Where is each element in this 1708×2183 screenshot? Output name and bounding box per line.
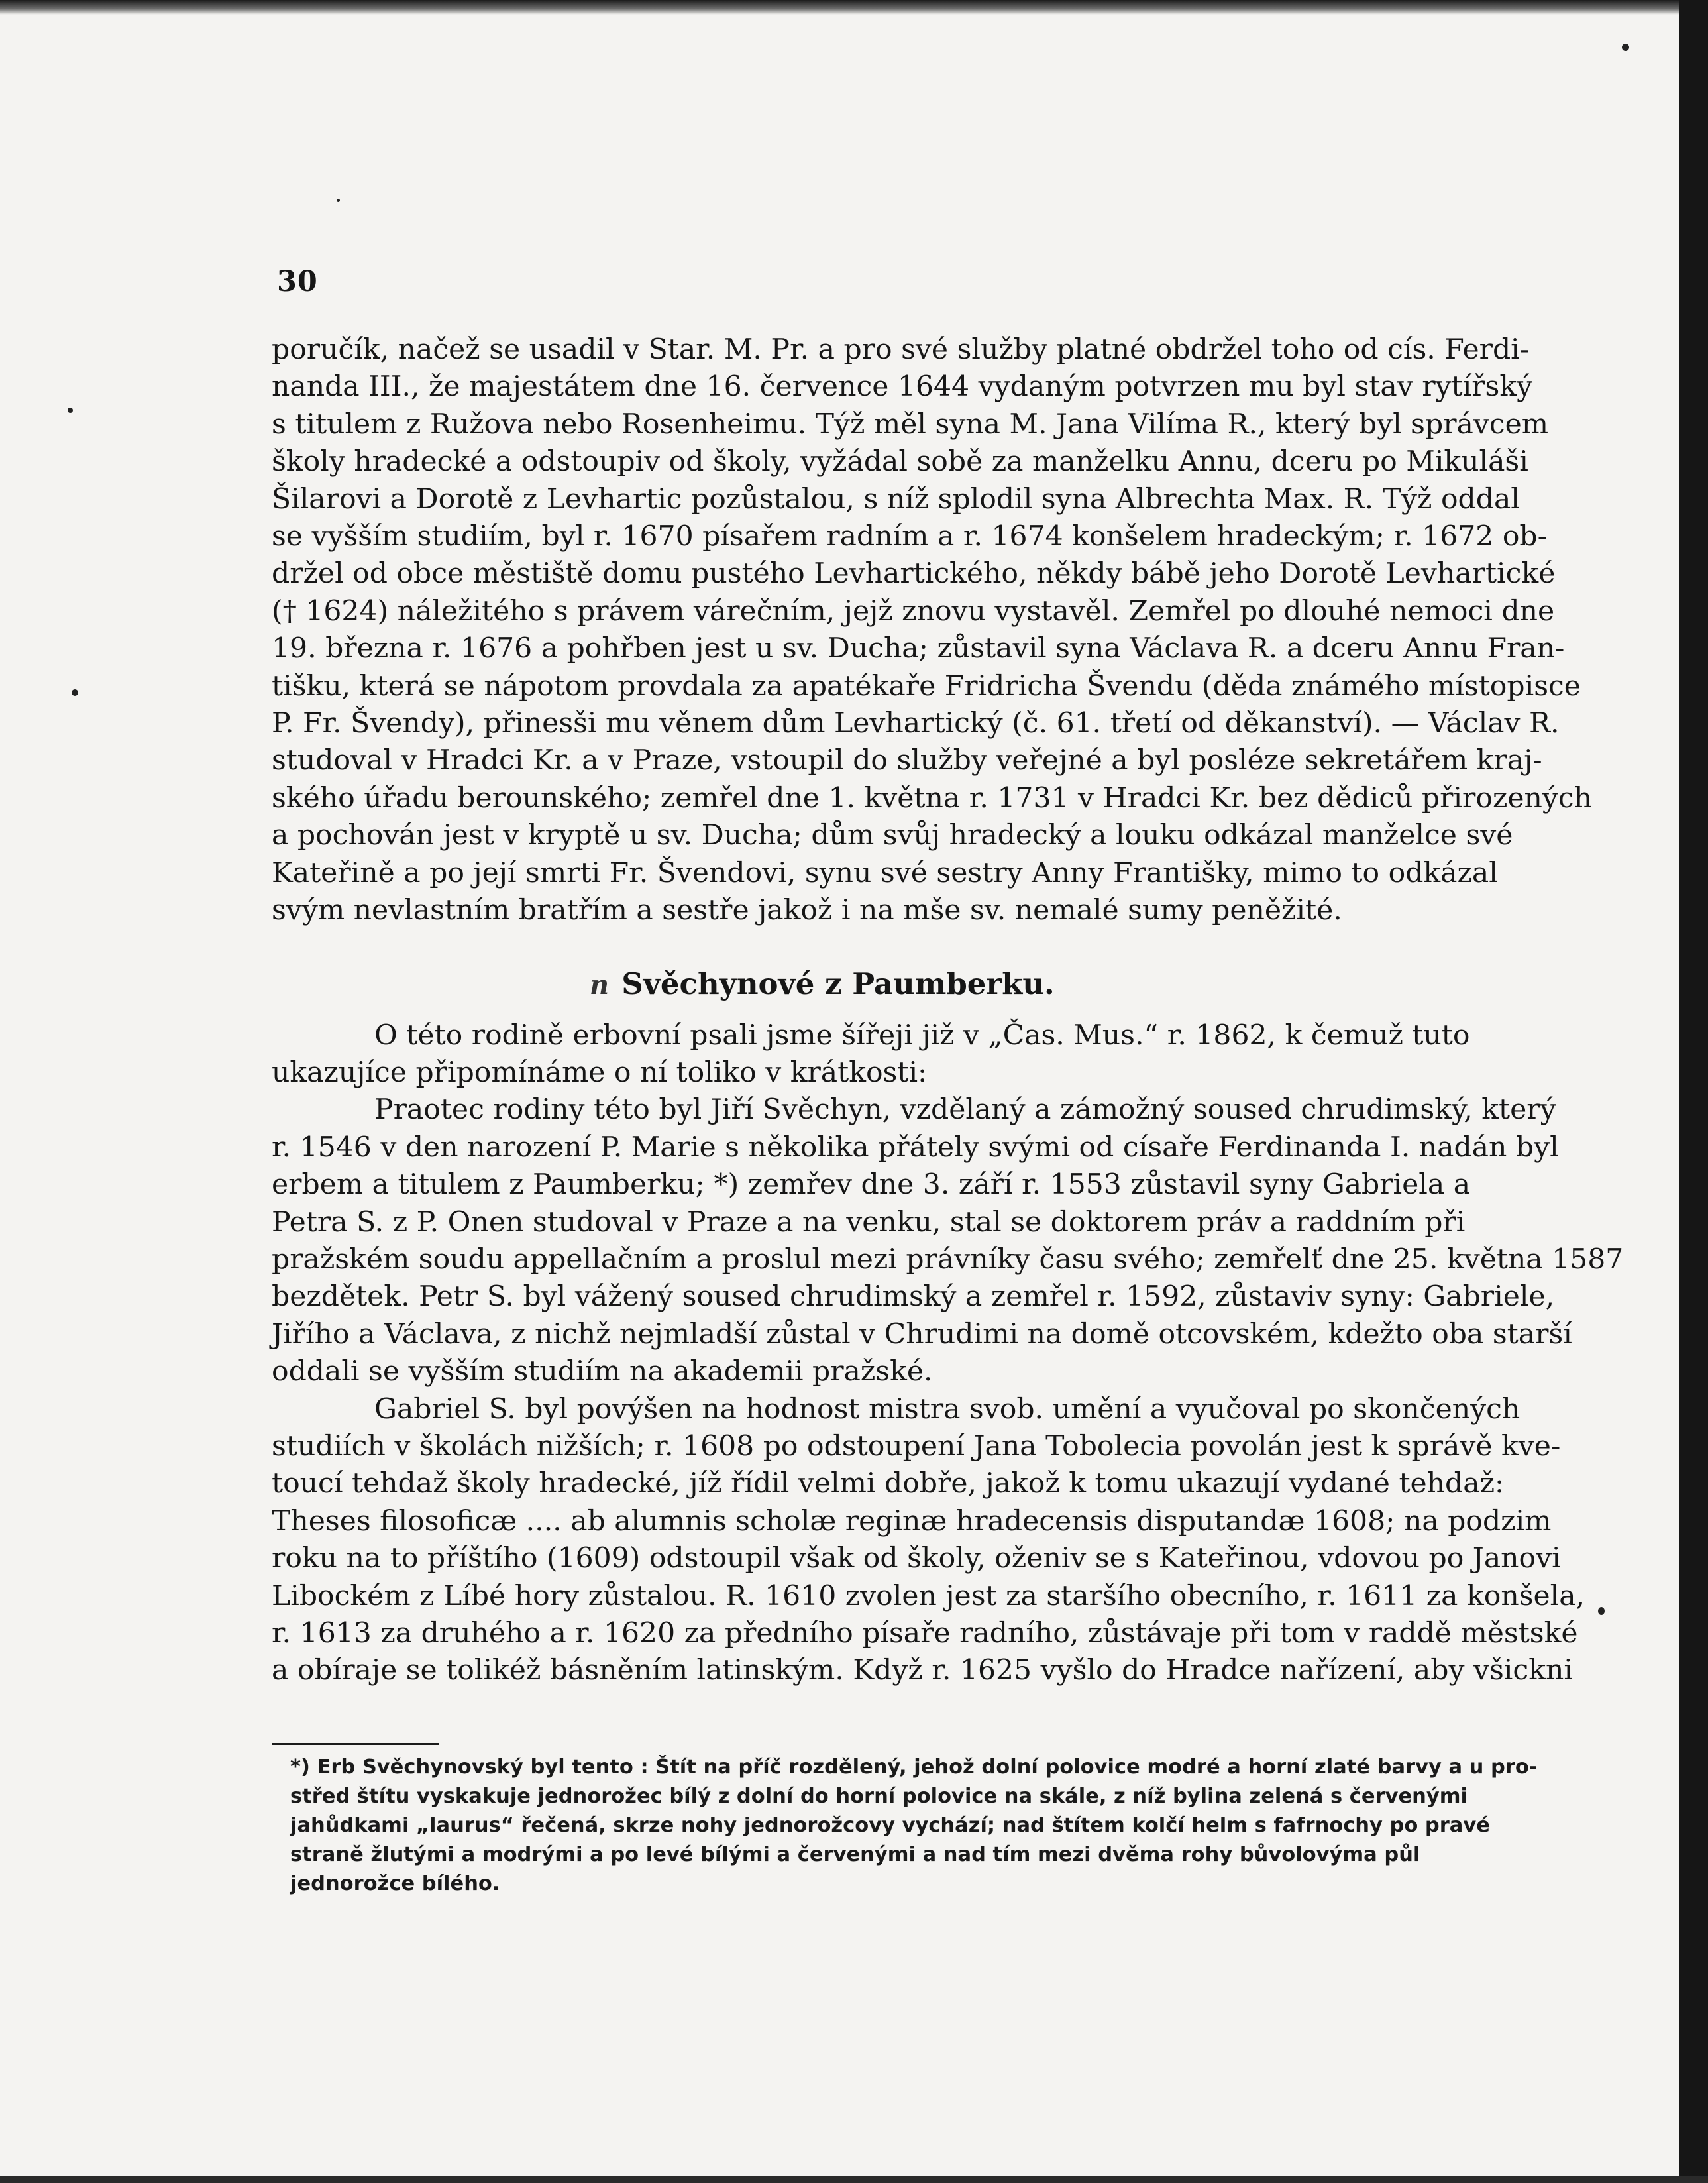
- text-line: poručík, načež se usadil v Star. M. Pr. a pro své služby platné obdržel toho od cís. Ferdi-: [272, 333, 1530, 366]
- scan-speck: [68, 408, 73, 413]
- text-line: pražském soudu appellačním a proslul mezi právníky času svého; zemřelť dne 25. května 1587: [272, 1243, 1624, 1276]
- footnote-line: straně žlutými a modrými a po levé bílými a červenými a nad tím mezi dvěma rohy bůvolovýma půl: [290, 1843, 1420, 1866]
- text-line: Kateřině a po její smrti Fr. Švendovi, synu své sestry Anny Františky, mimo to odkázal: [272, 856, 1498, 889]
- text-line: bezdětek. Petr S. byl vážený soused chrudimský a zemřel r. 1592, zůstaviv syny: Gabriele,: [272, 1280, 1555, 1314]
- text-line: a pochován jest v kryptě u sv. Ducha; dům svůj hradecký a louku odkázal manželce své: [272, 819, 1513, 852]
- text-line: ukazujíce připomínáme o ní toliko v krátkosti:: [272, 1056, 928, 1089]
- scan-bottom-edge: [0, 2176, 1708, 2183]
- text-line: P. Fr. Švendy), přinesši mu věnem dům Levhartický (č. 61. třetí od děkanství). — Václav R.: [272, 707, 1560, 740]
- text-line: a obíraje se tolikéž básněním latinským. Když r. 1625 vyšlo do Hradce nařízení, aby všickni: [272, 1654, 1573, 1687]
- section-title: Svěchynové z Paumberku.: [621, 966, 1055, 1001]
- text-line: († 1624) náležitého s právem várečním, jejž znovu vystavěl. Zemřel po dlouhé nemoci dne: [272, 594, 1555, 628]
- scan-speck: [337, 199, 340, 202]
- scan-speck: [1622, 44, 1629, 51]
- text-line: roku na to příštího (1609) odstoupil však od školy, oženiv se s Kateřinou, vdovou po Janovi: [272, 1542, 1561, 1575]
- paragraph-praotec: [272, 1092, 1624, 1390]
- footnote-line: střed štítu vyskakuje jednorožec bílý z dolní do horní polovice na skále, z níž bylina zelená s červenými: [290, 1785, 1468, 1808]
- footnote-line: *) Erb Svěchynovský byl tento : Štít na příč rozdělený, jehož dolní polovice modré a horní zlaté barvy a u pro-: [290, 1756, 1538, 1779]
- section-heading: [272, 964, 1405, 1004]
- text-line: erbem a titulem z Paumberku; *) zemřev dne 3. září r. 1553 zůstavil syny Gabriela a: [272, 1168, 1471, 1202]
- text-line: O této rodině erbovní psali jsme šířeji již v „Čas. Mus.“ r. 1862, k čemuž tuto: [374, 1019, 1470, 1052]
- footnote-line: jednorožce bílého.: [290, 1872, 500, 1895]
- text-line: r. 1546 v den narození P. Marie s několika přátely svými od císaře Ferdinanda I. nadán byl: [272, 1131, 1559, 1164]
- text-line: školy hradecké a odstoupiv od školy, vyžádal sobě za manželku Annu, dceru po Mikuláši: [272, 445, 1528, 478]
- text-line: r. 1613 za druhého a r. 1620 za předního písaře radního, zůstávaje při tom v raddě městské: [272, 1617, 1578, 1650]
- paragraph-rytiri-z-ruzova: [272, 331, 1593, 930]
- text-line: s titulem z Ružova nebo Rosenheimu. Týž měl syna M. Jana Vilíma R., který byl správcem: [272, 408, 1549, 441]
- text-line: Jiřího a Václava, z nichž nejmladší zůstal v Chrudimi na domě otcovském, kdežto oba starší: [272, 1317, 1572, 1351]
- text-line: 19. března r. 1676 a pohřben jest u sv. Ducha; zůstavil syna Václava R. a dceru Annu Fran-: [272, 632, 1565, 665]
- scan-speck: [1598, 1607, 1605, 1615]
- text-line: Theses filosoficæ .... ab alumnis scholæ reginæ hradecensis disputandæ 1608; na podzim: [272, 1504, 1552, 1538]
- text-line: Gabriel S. byl povýšen na hodnost mistra svob. umění a vyučoval po skončených: [374, 1392, 1521, 1426]
- text-line: se vyšším studiím, byl r. 1670 písařem radním a r. 1674 konšelem hradeckým; r. 1672 ob-: [272, 520, 1547, 553]
- text-line: svým nevlastním bratřím a sestře jakož i na mše sv. nemalé sumy peněžité.: [272, 894, 1342, 927]
- paragraph-gabriel: [272, 1391, 1585, 1690]
- text-line: nanda III., že majestátem dne 16. července 1644 vydaným potvrzen mu byl stav rytířský: [272, 370, 1533, 404]
- text-line: studiích v školách nižších; r. 1608 po odstoupení Jana Tobolecia povolán jest k správě kve-: [272, 1429, 1561, 1463]
- scan-right-edge: [1679, 0, 1708, 2183]
- text-line: Petra S. z P. Onen studoval v Praze a na venku, stal se doktorem práv a raddním při: [272, 1205, 1466, 1239]
- scan-top-edge: [0, 0, 1708, 15]
- text-line: ského úřadu berounského; zemřel dne 1. května r. 1731 v Hradci Kr. bez dědiců přirozených: [272, 781, 1593, 814]
- text-line: Libockém z Líbé hory zůstalou. R. 1610 zvolen jest za staršího obecního, r. 1611 za konšela,: [272, 1579, 1585, 1612]
- text-line: držel od obce městiště domu pustého Levhartického, někdy bábě jeho Dorotě Levhartické: [272, 557, 1556, 590]
- text-line: Šilarovi a Dorotě z Levhartic pozůstalou, s níž splodil syna Albrechta Max. R. Týž oddal: [272, 482, 1520, 516]
- main-text: [272, 331, 1624, 1690]
- text-line: Praotec rodiny této byl Jiří Svěchyn, vzdělaný a zámožný soused chrudimský, který: [374, 1093, 1556, 1127]
- text-line: tišku, která se nápotom provdala za apatékaře Fridricha Švendu (děda známého místopisce: [272, 669, 1581, 702]
- handwritten-mark: n: [590, 969, 610, 1001]
- text-line: toucí tehdaž školy hradecké, jíž řídil velmi dobře, jakož k tomu ukazují vydané tehdaž:: [272, 1467, 1505, 1500]
- footnote-line: jahůdkami „laurus“ řečená, skrze nohy jednorožcovy vychází; nad štítem kolčí helm s fafrnochy po pravé: [290, 1814, 1490, 1837]
- page-number: 30: [277, 265, 318, 298]
- paragraph-intro: [272, 1017, 1470, 1092]
- scan-speck: [72, 689, 78, 696]
- text-line: oddali se vyšším studiím na akademii pražské.: [272, 1355, 933, 1388]
- text-line: studoval v Hradci Kr. a v Praze, vstoupil do služby veřejné a byl posléze sekretářem kraj-: [272, 744, 1542, 777]
- footnote: [290, 1753, 1538, 1899]
- footnote-divider: [272, 1743, 439, 1745]
